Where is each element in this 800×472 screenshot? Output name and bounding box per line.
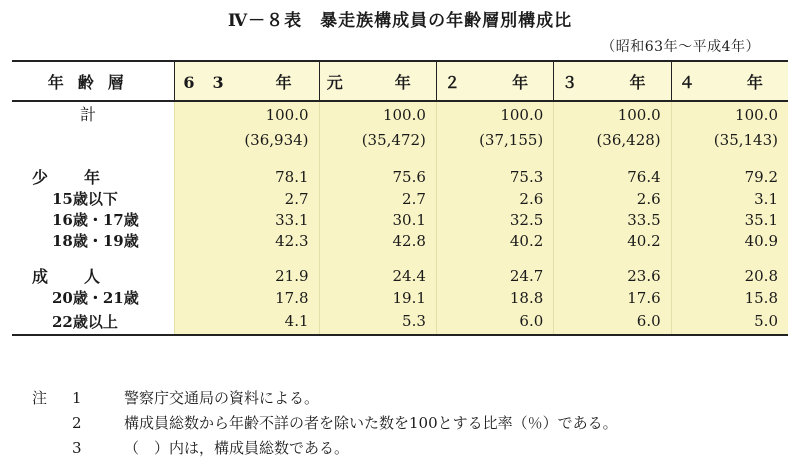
row-label-juvenile: 少 年 <box>32 168 111 187</box>
table-cell: 15.8 <box>671 287 788 308</box>
note-text: （ ）内は，構成員総数である。 <box>124 439 350 457</box>
total-count: (35,472) <box>319 128 436 152</box>
age-composition-table <box>12 60 788 336</box>
row-label: 18歳・19歳 <box>52 232 139 250</box>
table-cell: 30.1 <box>319 209 436 230</box>
table-cell: 35.1 <box>671 209 788 230</box>
table-cell: 17.8 <box>174 287 319 308</box>
table-cell: 40.2 <box>436 230 553 251</box>
table-row <box>12 308 788 335</box>
table-row <box>12 188 788 209</box>
total-percent: 100.0 <box>436 101 553 128</box>
header-year-h2: ２ 年 <box>436 61 553 101</box>
table-cell: 2.6 <box>436 188 553 209</box>
table-cell: 75.6 <box>319 165 436 188</box>
header-year-h1: 元 年 <box>319 61 436 101</box>
table-cell: 76.4 <box>554 165 671 188</box>
row-label-adult: 成 人 <box>32 267 111 286</box>
row-label: 16歳・17歳 <box>52 211 139 229</box>
header-year-h3: ３ 年 <box>554 61 671 101</box>
header-year-h4: ４ 年 <box>671 61 788 101</box>
header-year-s63: 63 年 <box>174 61 319 101</box>
period-caption: （昭和63年～平成4年） <box>601 39 760 55</box>
table-cell: 5.3 <box>319 308 436 335</box>
table-cell: 32.5 <box>436 209 553 230</box>
table-cell: 2.7 <box>319 188 436 209</box>
table-row <box>12 287 788 308</box>
row-label: 20歳・21歳 <box>52 289 139 307</box>
table-row <box>12 230 788 251</box>
table-cell: 33.1 <box>174 209 319 230</box>
total-label: 計 <box>80 105 103 124</box>
table-cell: 75.3 <box>436 165 553 188</box>
table-title: Ⅳ－８表 暴走族構成員の年齢層別構成比 <box>227 11 573 31</box>
table-cell: 4.1 <box>174 308 319 335</box>
total-count: (36,428) <box>554 128 671 152</box>
table-cell: 24.4 <box>319 264 436 287</box>
table-cell: 3.1 <box>671 188 788 209</box>
table-cell: 42.3 <box>174 230 319 251</box>
notes <box>32 386 618 461</box>
table-cell: 6.0 <box>436 308 553 335</box>
table-row <box>12 165 788 188</box>
table-cell: 2.6 <box>554 188 671 209</box>
table-cell: 79.2 <box>671 165 788 188</box>
total-count: (37,155) <box>436 128 553 152</box>
table-cell: 2.7 <box>174 188 319 209</box>
table-cell: 23.6 <box>554 264 671 287</box>
table-cell: 20.8 <box>671 264 788 287</box>
note-number: 3 <box>72 439 82 457</box>
spacer-row <box>12 251 788 264</box>
note-text: 構成員総数から年齢不詳の者を除いた数を100とする比率（％）である。 <box>124 414 618 432</box>
table-row <box>12 264 788 287</box>
spacer-row <box>12 152 788 165</box>
note-item <box>32 436 618 461</box>
header-age-group: 年齢層 <box>12 61 174 101</box>
table-cell: 78.1 <box>174 165 319 188</box>
table-cell: 19.1 <box>319 287 436 308</box>
total-count: (36,934) <box>174 128 319 152</box>
table-cell: 17.6 <box>554 287 671 308</box>
total-row <box>12 101 788 128</box>
row-label: 22歳以上 <box>12 308 174 335</box>
total-count: (35,143) <box>671 128 788 152</box>
note-item <box>32 386 618 411</box>
note-number: 1 <box>72 389 82 407</box>
note-item <box>32 411 618 436</box>
row-label: 15歳以下 <box>52 190 118 208</box>
table-cell: 18.8 <box>436 287 553 308</box>
total-percent: 100.0 <box>174 101 319 128</box>
total-percent: 100.0 <box>554 101 671 128</box>
table-row <box>12 209 788 230</box>
table-cell: 33.5 <box>554 209 671 230</box>
table-cell: 42.8 <box>319 230 436 251</box>
total-percent: 100.0 <box>319 101 436 128</box>
table-cell: 21.9 <box>174 264 319 287</box>
header-row <box>12 61 788 101</box>
note-number: 2 <box>72 414 82 432</box>
table-cell: 40.9 <box>671 230 788 251</box>
note-text: 警察庁交通局の資料による。 <box>124 389 320 407</box>
table-cell: 6.0 <box>554 308 671 335</box>
table-cell: 5.0 <box>671 308 788 335</box>
total-percent: 100.0 <box>671 101 788 128</box>
table-cell: 40.2 <box>554 230 671 251</box>
notes-head: 注 <box>32 389 48 407</box>
table-cell: 24.7 <box>436 264 553 287</box>
